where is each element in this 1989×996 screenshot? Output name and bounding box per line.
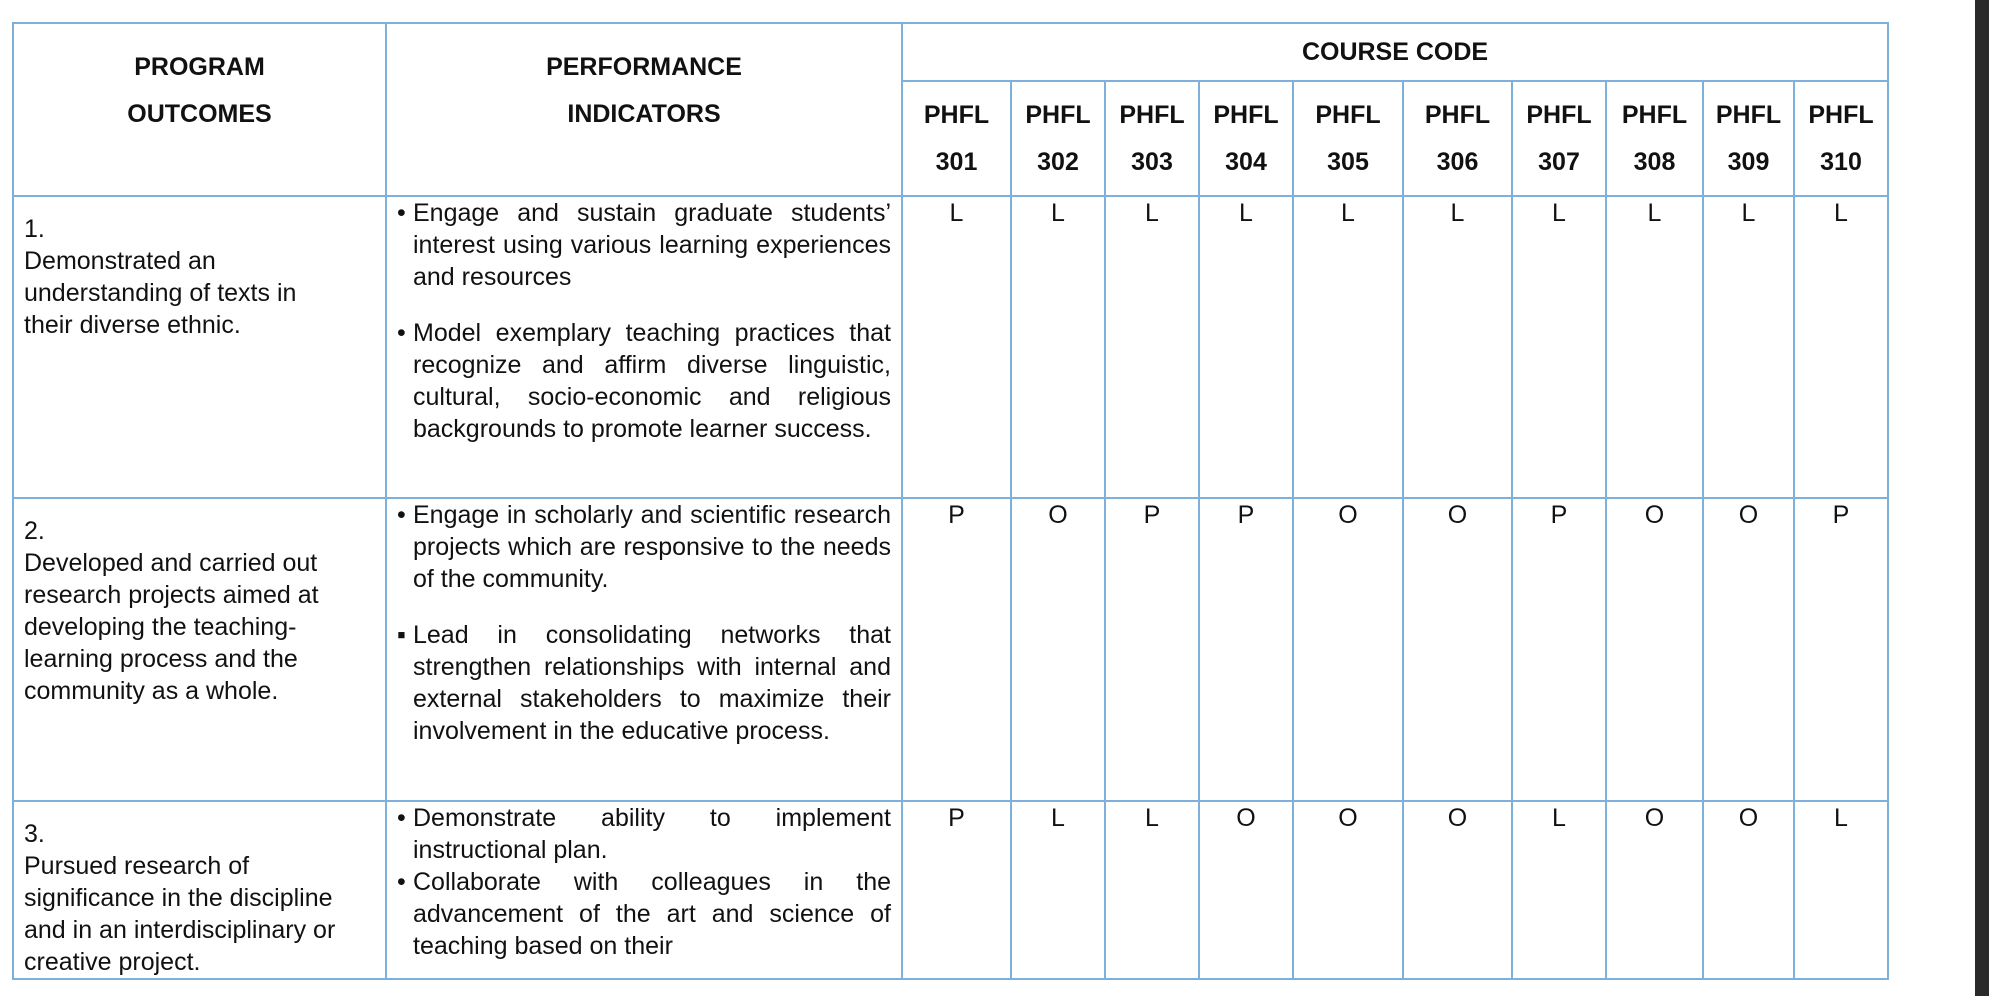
header-course-303: PHFL 303	[1105, 81, 1199, 196]
header-program-outcomes	[13, 23, 386, 196]
indicator-item: • Demonstrate ability to implement instructional plan.	[413, 802, 891, 866]
header-performance-line1: PERFORMANCE	[546, 53, 742, 81]
indicator-item: ▪ Lead in consolidating networks that strengthen relationships with internal and external stakeholders to maximize their involvement in the educative process.	[413, 619, 891, 747]
header-course-306: PHFL 306	[1403, 81, 1512, 196]
code-cell: L	[1703, 196, 1794, 498]
code-cell: L	[1011, 196, 1105, 498]
code-cell: O	[1293, 498, 1403, 801]
indicator-item: • Collaborate with colleagues in the advancement of the art and science of teaching based on their	[413, 866, 891, 962]
outcome-text: Demonstrated an understanding of texts in their diverse ethnic.	[24, 247, 297, 339]
code-cell: L	[1105, 801, 1199, 979]
table-row	[13, 498, 1888, 801]
code-cell: L	[1011, 801, 1105, 979]
header-performance-line2: INDICATORS	[567, 100, 721, 128]
code-cell: O	[1606, 801, 1703, 979]
outcome-number: 3.	[24, 820, 45, 848]
code-cell: L	[1199, 196, 1293, 498]
header-course-304: PHFL 304	[1199, 81, 1293, 196]
header-course-305: PHFL 305	[1293, 81, 1403, 196]
header-course-301: PHFL 301	[902, 81, 1011, 196]
code-cell: L	[1606, 196, 1703, 498]
code-cell: P	[902, 801, 1011, 979]
indicators-cell	[386, 498, 902, 801]
header-program-line2: OUTCOMES	[127, 100, 272, 128]
header-course-309: PHFL 309	[1703, 81, 1794, 196]
code-cell: L	[1794, 801, 1888, 979]
indicators-cell	[386, 196, 902, 498]
outcome-cell	[13, 801, 386, 979]
header-performance-indicators	[386, 23, 902, 196]
header-course-310: PHFL 310	[1794, 81, 1888, 196]
window-edge-bar	[1975, 0, 1989, 996]
code-cell: P	[902, 498, 1011, 801]
outcome-text: Pursued research of significance in the discipline and in an interdisciplinary or creative project.	[24, 852, 336, 976]
outcome-text: Developed and carried out research projects aimed at developing the teaching-learning process and the community as a whole.	[24, 549, 319, 705]
indicators-cell	[386, 801, 902, 979]
code-cell: O	[1011, 498, 1105, 801]
code-cell: O	[1403, 498, 1512, 801]
code-cell: P	[1105, 498, 1199, 801]
outcome-number: 2.	[24, 517, 45, 545]
table-row	[13, 196, 1888, 498]
outcome-cell	[13, 196, 386, 498]
outcome-number: 1.	[24, 215, 45, 243]
header-course-307: PHFL 307	[1512, 81, 1606, 196]
code-cell: O	[1606, 498, 1703, 801]
code-cell: P	[1199, 498, 1293, 801]
outcome-cell	[13, 498, 386, 801]
header-course-code: COURSE CODE	[902, 23, 1888, 81]
code-cell: L	[1512, 801, 1606, 979]
indicator-item: • Engage in scholarly and scientific research projects which are responsive to the needs of the community.	[413, 499, 891, 595]
code-cell: P	[1512, 498, 1606, 801]
header-program-line1: PROGRAM	[134, 53, 265, 81]
code-cell: L	[1512, 196, 1606, 498]
code-cell: L	[902, 196, 1011, 498]
code-cell: L	[1293, 196, 1403, 498]
indicator-item: • Model exemplary teaching practices that recognize and affirm diverse linguistic, cultural, socio-economic and religious backgrounds to promote learner success.	[413, 317, 891, 445]
code-cell: L	[1105, 196, 1199, 498]
code-cell: O	[1199, 801, 1293, 979]
table-row	[13, 801, 1888, 979]
code-cell: L	[1403, 196, 1512, 498]
code-cell: L	[1794, 196, 1888, 498]
code-cell: O	[1293, 801, 1403, 979]
header-course-302: PHFL 302	[1011, 81, 1105, 196]
code-cell: O	[1403, 801, 1512, 979]
code-cell: P	[1794, 498, 1888, 801]
header-course-308: PHFL 308	[1606, 81, 1703, 196]
outcomes-table	[12, 22, 1889, 980]
indicator-item: • Engage and sustain graduate students’ interest using various learning experiences and resources	[413, 197, 891, 293]
code-cell: O	[1703, 498, 1794, 801]
code-cell: O	[1703, 801, 1794, 979]
